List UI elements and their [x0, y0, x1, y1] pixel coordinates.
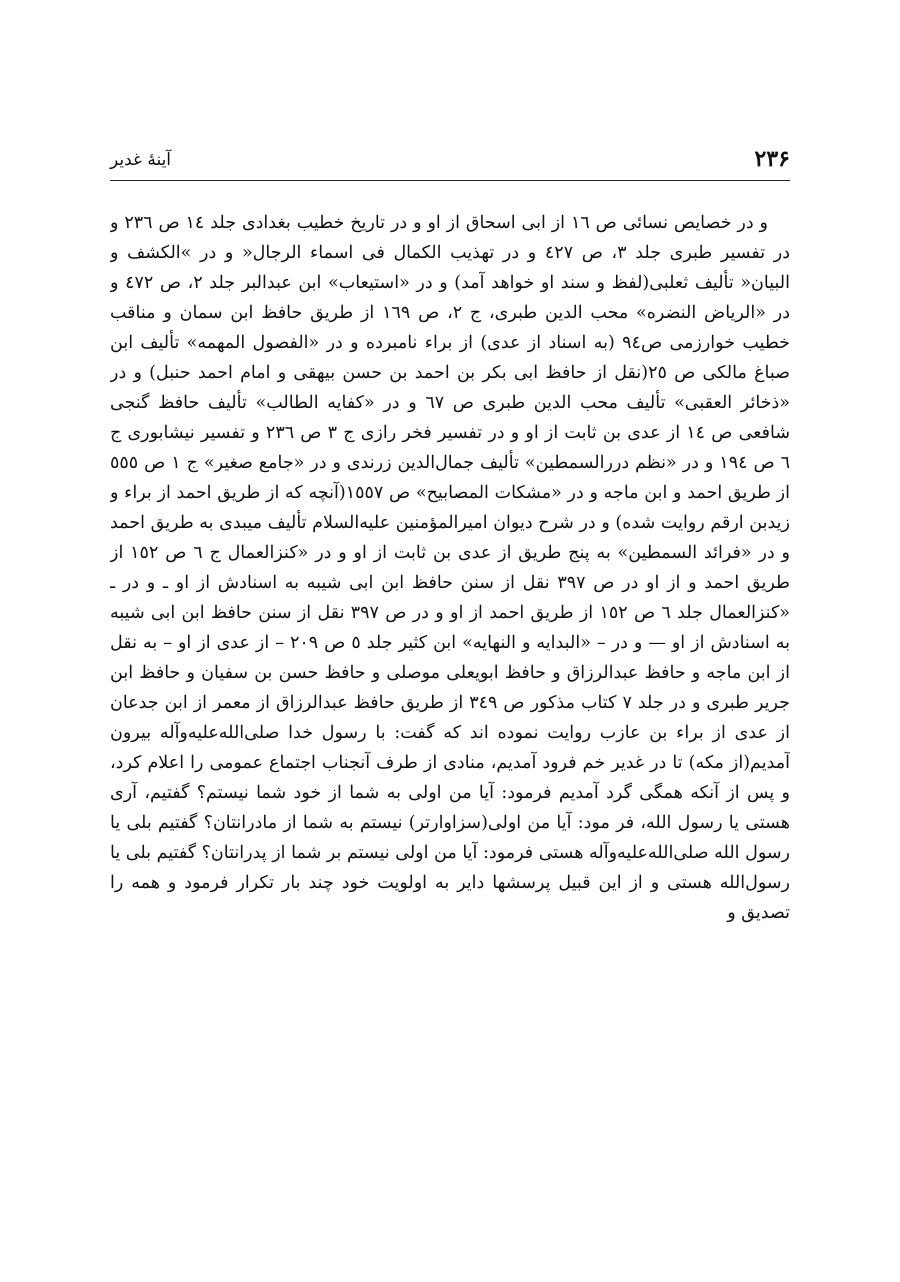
paragraph: و در خصایص نسائی ص ١٦ از ابی اسحاق از او و در تاریخ خطیب بغدادی جلد ١٤ ص ٢٣٦ و در تفسیر طبری جلد ٣، ص ٤٢٧ و در تهذیب الکمال فی اسماء الرجال« و در »الکشف و البیان« تألیف ثعلبی(لفظ و سند او خواهد آمد) و در «استیعاب» ابن عبدالبر جلد ٢، ص ٤٧٢ و در «الریاض النضره» محب الدین طبری، ج ٢، ص ١٦٩ از طریق حافظ ابن سمان و مناقب خطیب خوارزمی ص٩٤ (به اسناد از عدی) از براء نامبرده و در «الفصول المهمه» تألیف ابن صباغ مالکی ص ٢٥(نقل از حافظ ابی بکر بن احمد بن حسن بیهقی و امام احمد حنبل) و در «ذخائر العقبی» تألیف محب الدین طبری ص ٦٧ و در «کفایه الطالب» تألیف حافظ گنجی شافعی ص ١٤ از عدی بن ثابت از او و در تفسیر فخر رازی ج ٣ ص ٢٣٦ و تفسیر نیشابوری ج ٦ ص ١٩٤ و در «نظم دررالسمطین» تألیف جمال‌الدین زرندی و در «جامع صغیر» ج ١ ص ٥٥٥ از طریق احمد و ابن ماجه و در «مشکات المصابیح» ص ١٥٥٧(آنچه که از طریق احمد از براء و زیدبن ارقم روایت شده) و در شرح دیوان امیرالمؤمنین علیه‌السلام تألیف میبدی به طریق احمد و در «فرائد السمطین» به پنج طریق از عدی بن ثابت از او و در «کنزالعمال ج ٦ ص ١٥٢ از طریق احمد و از او در ص ٣٩٧ نقل از سنن حافظ ابن ابی شیبه به اسنادش از او ـ و در ـ «کنزالعمال جلد ٦ ص ١٥٢ از طریق احمد از او و در ص ٣٩٧ نقل از سنن حافظ ابن ابی شیبه به اسنادش از او — و در – «البدایه و النهایه» ابن کثیر جلد ٥ ص ٢٠٩ – از عدی از او – به نقل از ابن ماجه و حافظ عبدالرزاق و حافظ ابویعلی موصلی و حافظ حسن بن سفیان و حافظ ابن جریر طبری و در جلد ٧ کتاب مذکور ص ٣٤٩ از طریق حافظ عبدالرزاق از معمر از ابن جدعان از عدی از براء بن عازب روایت نموده اند که گفت: با رسول خدا صلی‌الله‌علیه‌وآله بیرون آمدیم(از مکه) تا در غدیر خم فرود آمدیم، منادی از طرف آنجناب اجتماع عمومی را اعلام کرد، و پس از آنکه همگی گرد آمدیم فرمود: آیا من اولی به شما از خود شما نیستم؟ گفتیم، آری هستی یا رسول الله، فر مود: آیا من اولی(سزاوارتر) نیستم به شما از مادرانتان؟ گفتیم بلی یا رسول الله صلی‌الله‌علیه‌وآله هستی فرمود: آیا من اولی نیستم بر شما از پدرانتان؟ گفتیم بلی یا رسول‌الله هستی و از این قبیل پرسشها دایر به اولویت خود چند بار تکرار فرمود و همه را تصدیق و: [110, 213, 790, 923]
page-header: [110, 140, 790, 180]
running-title: آینهٔ غدیر: [110, 150, 172, 170]
header-divider: [110, 180, 790, 181]
page-number: ۲۳۶: [754, 146, 790, 172]
body-text: [110, 208, 790, 1248]
